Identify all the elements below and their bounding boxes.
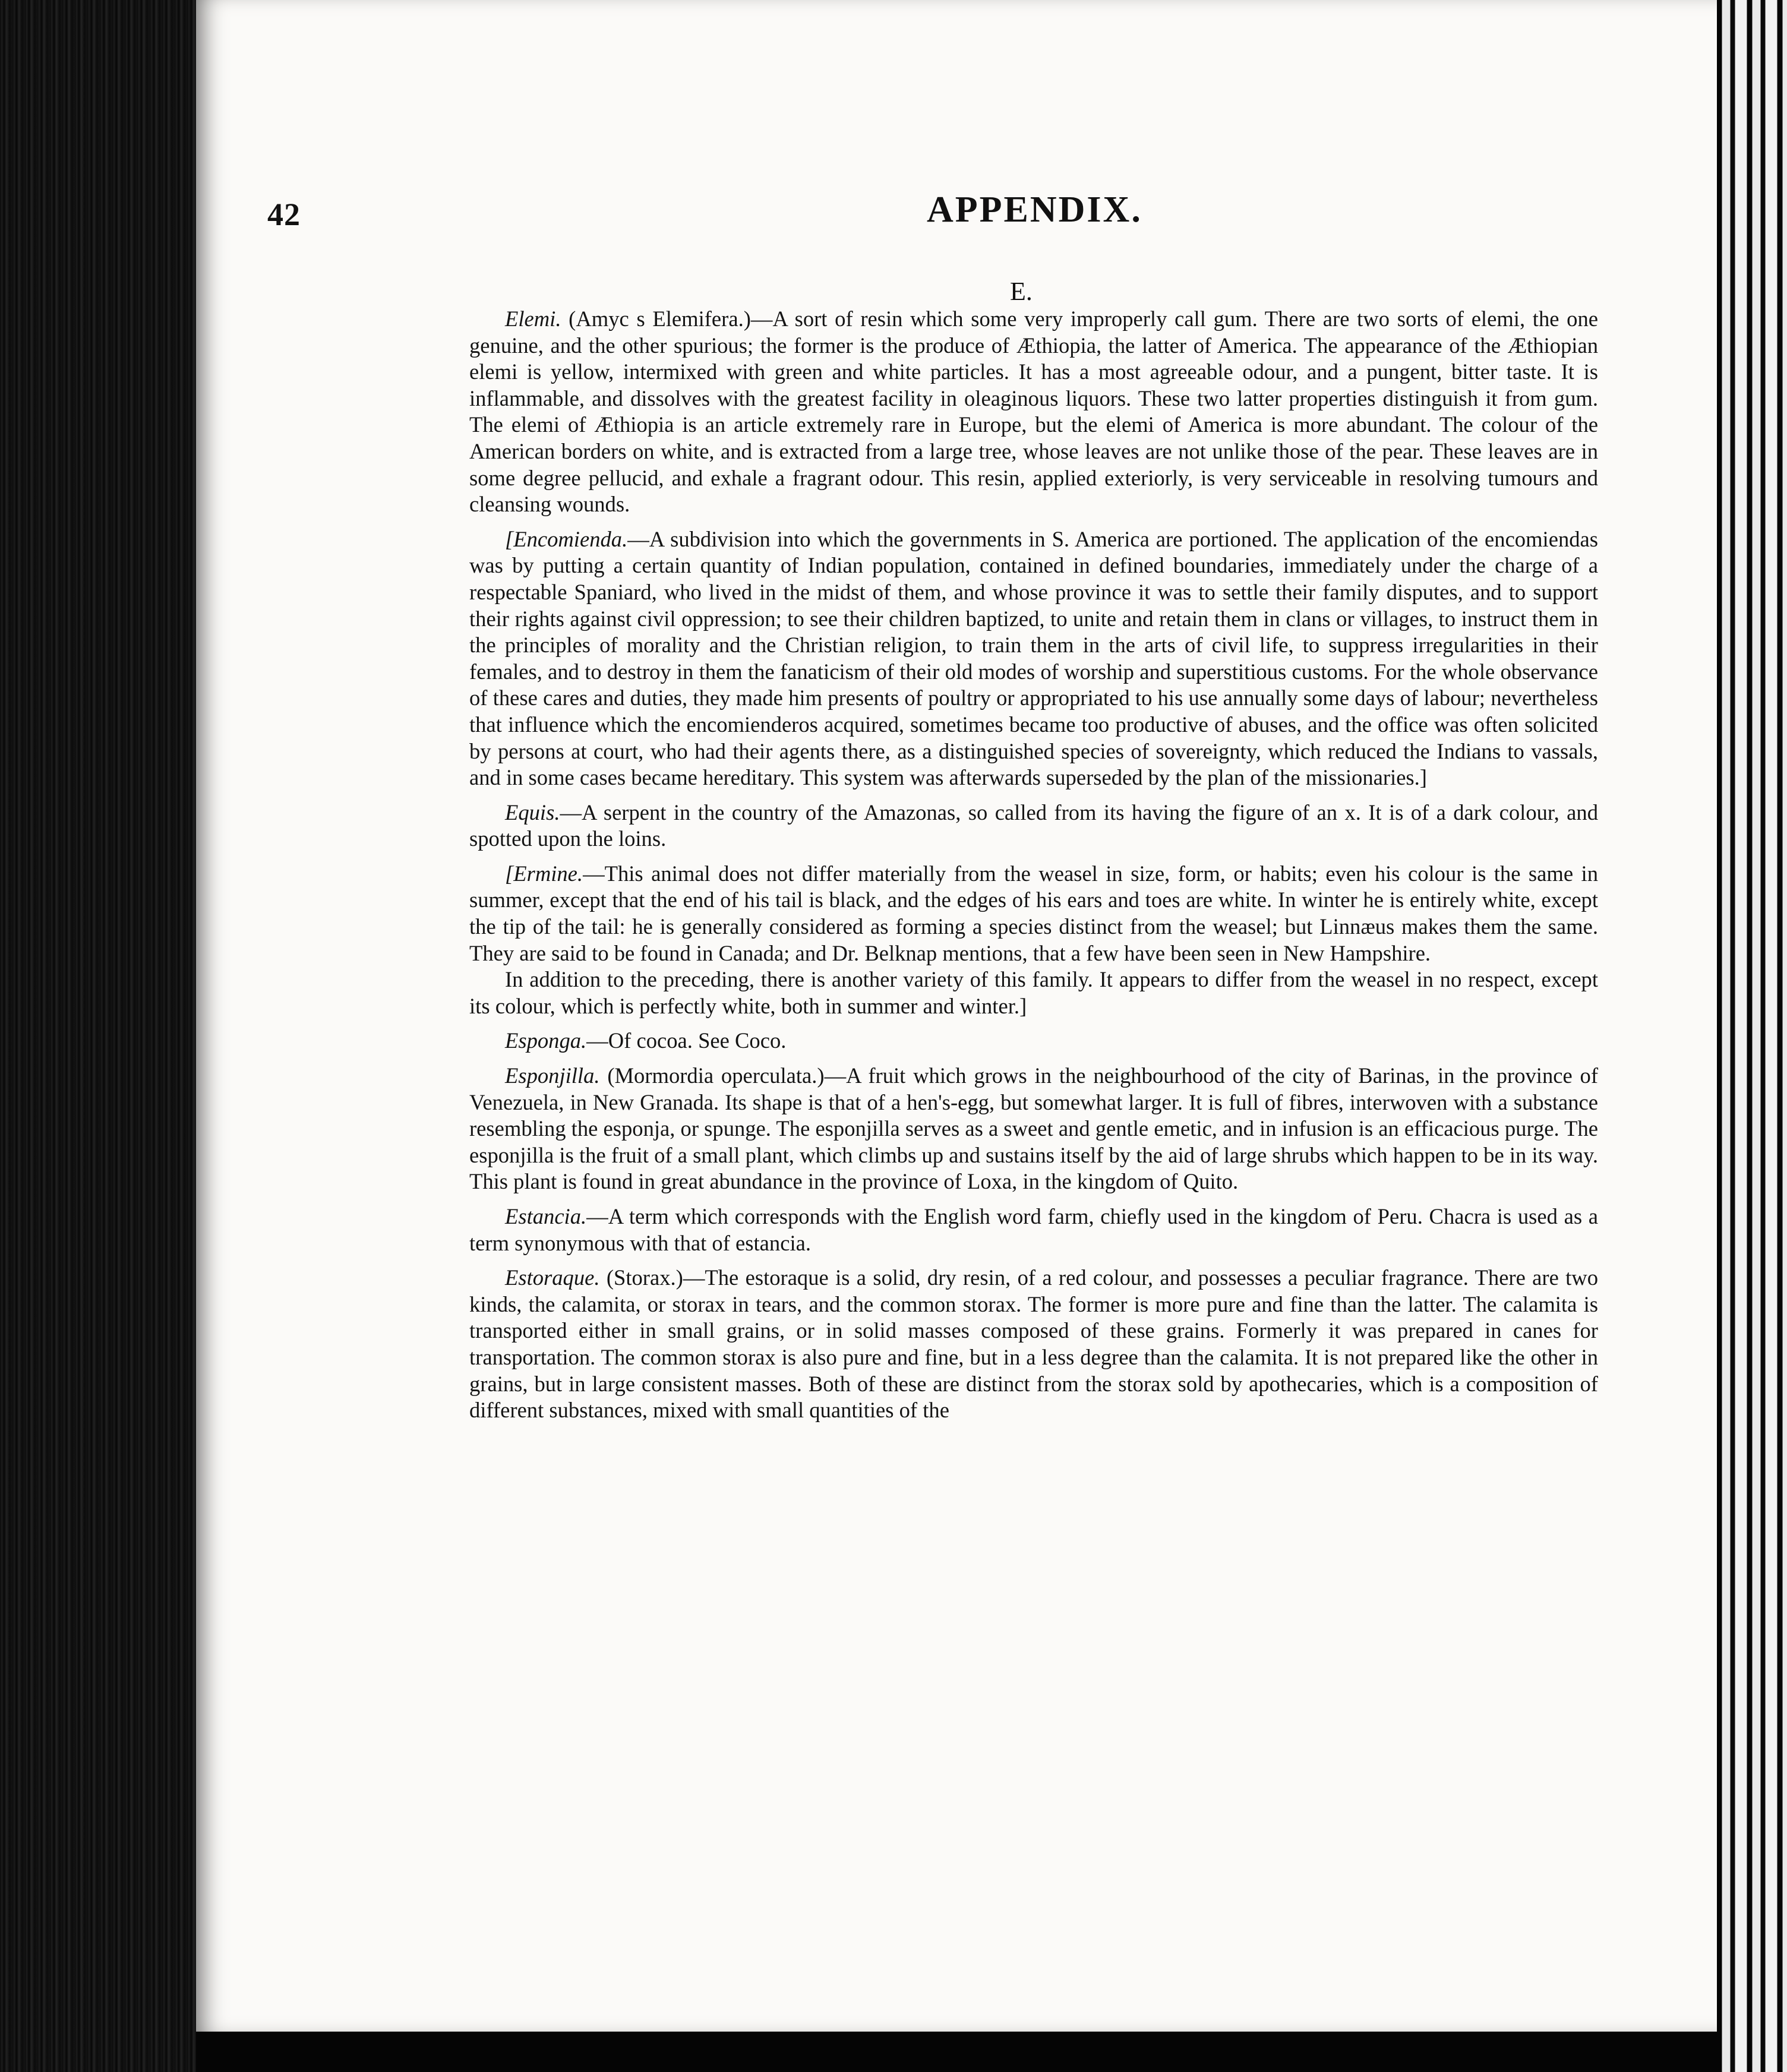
section-letter: E. xyxy=(1010,277,1033,306)
page-edges xyxy=(1717,0,1787,2072)
entry-term: Equis. xyxy=(505,800,560,825)
entry-body: (Storax.)—The estoraque is a solid, dry resin, of a red colour, and possesses a peculiar fragrance. There are two kinds, the calamita, or storax in tears, and the common storax. The former is more pure and fine than the latter. The calamita is transported either in small grains, or in solid masses composed of these grains. Formerly it was prepared in canes for transportation. The common storax is also pure and fine, but in a less degree than the calamita. It is not prepared like the other in grains, but in large consistent masses. Both of these are distinct from the storax sold by apothecaries, which is a composition of different substances, mixed with small quantities of the xyxy=(469,1265,1598,1423)
entry-ermine xyxy=(469,861,1598,966)
entry-elemi xyxy=(469,306,1598,518)
entry-term: [Ermine. xyxy=(505,861,583,886)
entry-term: Estancia. xyxy=(505,1204,587,1228)
entry-body: —A subdivision into which the governments in S. America are portioned. The application of the encomiendas was by putting a certain quantity of Indian population, contained in defined boundaries, immediately under the charge of a respectable Spaniard, who lived in the midst of them, and whose province it was to settle their family disputes, and to support their rights against civil oppression; to see their children baptized, to unite and retain them in clans or villages, to instruct them in the principles of morality and the Christian religion, to train them in the arts of civil life, to suppress irregularities in their females, and to destroy in them the fanaticism of their old modes of worship and superstitious customs. For the whole observance of these cares and duties, they made him presents of poultry or appropriated to his use annually some days of labour; nevertheless that influence which the encomienderos acquired, sometimes became too productive of abuses, and the office was often solicited by persons at court, who had their agents there, as a distinguished species of sovereignty, which reduced the Indians to vassals, and in some cases became hereditary. This system was afterwards superseded by the plan of the missionaries.] xyxy=(469,526,1598,790)
entry-body: —A serpent in the country of the Amazonas, so called from its having the figure of an x. It is of a dark colour, and spotted upon the loins. xyxy=(469,800,1598,851)
body-text xyxy=(469,306,1598,1432)
entry-estoraque xyxy=(469,1265,1598,1424)
entry-body: (Amyc s Elemifera.)—A sort of resin which some very improperly call gum. There are two sorts of elemi, the one genuine, and the other spurious; the former is the produce of Æthiopia, the latter of America. The appearance of the Æthiopian elemi is yellow, intermixed with green and white particles. It has a most agreeable odour, and a pungent, bitter taste. It is inflammable, and dissolves with the greatest facility in oleaginous liquors. These two latter properties distinguish it from gum. The elemi of Æthiopia is an article extremely rare in Europe, but the elemi of America is more abundant. The colour of the American borders on white, and is extracted from a large tree, whose leaves are not unlike those of the pear. These leaves are in some degree pellucid, and exhale a fragrant odour. This resin, applied exteriorly, is very serviceable in resolving tumours and cleansing wounds. xyxy=(469,307,1598,517)
entry-term: Esponga. xyxy=(505,1028,587,1053)
book-binding-edge xyxy=(0,0,196,2072)
entry-body: —This animal does not differ materially from the weasel in size, form, or habits; even his colour is the same in summer, except that the end of his tail is black, and the edges of his ears and toes are white. In winter he is entirely white, except the tip of the tail: he is generally considered as forming a species distinct from the weasel; but Linnæus makes them the same. They are said to be found in Canada; and Dr. Belknap mentions, that a few have been seen in New Hampshire. xyxy=(469,861,1598,965)
entry-body: In addition to the preceding, there is another variety of this family. It appears to differ from the weasel in no respect, except its colour, which is perfectly white, both in summer and winter.] xyxy=(469,967,1598,1018)
entry-ermine-continued xyxy=(469,966,1598,1019)
entry-term: Esponjilla. xyxy=(505,1063,600,1088)
entry-body: —A term which corresponds with the English word farm, chiefly used in the kingdom of Peru. Chacra is used as a term synonymous with that of estancia. xyxy=(469,1204,1598,1255)
entry-term: Estoraque. xyxy=(505,1265,600,1290)
entry-term: Elemi. xyxy=(505,307,561,331)
page-number: 42 xyxy=(267,197,301,232)
running-head: APPENDIX. xyxy=(927,189,1142,230)
entry-esponga xyxy=(469,1028,1598,1054)
entry-term: [Encomienda. xyxy=(505,526,628,551)
entry-equis xyxy=(469,800,1598,852)
entry-estancia xyxy=(469,1204,1598,1256)
bottom-shadow xyxy=(196,2032,1717,2072)
entry-body: (Mormordia operculata.)—A fruit which grows in the neighbourhood of the city of Barinas, in the province of Venezuela, in New Granada. Its shape is that of a hen's-egg, but somewhat larger. It is full of fibres, interwoven with a substance resembling the esponja, or spunge. The esponjilla serves as a sweet and gentle emetic, and in infusion is an efficacious purge. The esponjilla is the fruit of a small plant, which climbs up and sustains itself by the aid of large shrubs which happen to be in its way. This plant is found in great abundance in the province of Loxa, in the kingdom of Quito. xyxy=(469,1063,1598,1194)
entry-esponjilla xyxy=(469,1063,1598,1195)
entry-body: —Of cocoa. See Coco. xyxy=(586,1028,787,1053)
entry-encomienda xyxy=(469,526,1598,791)
